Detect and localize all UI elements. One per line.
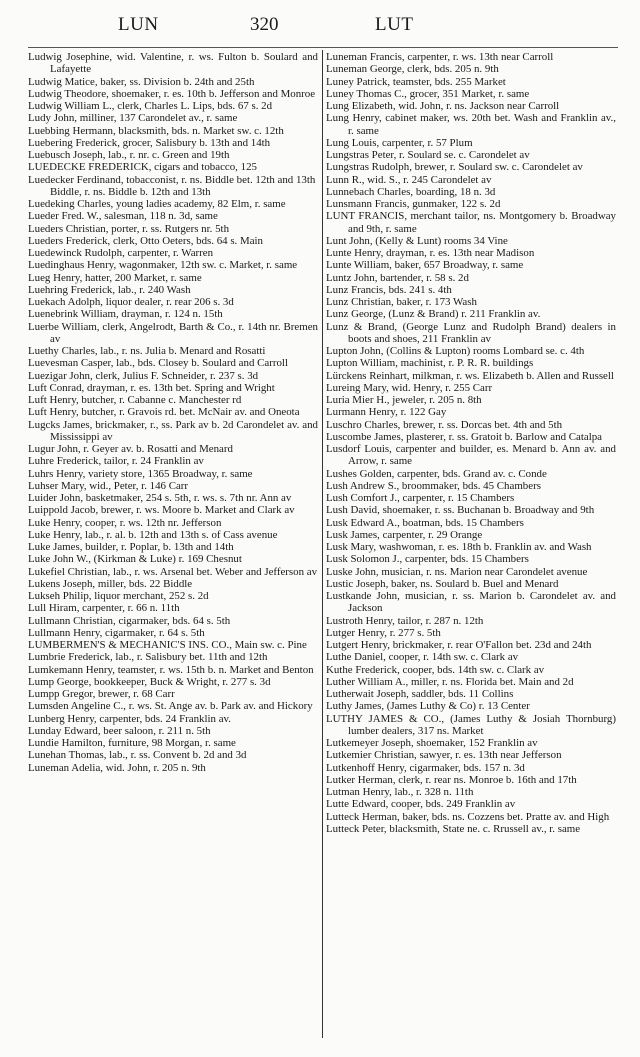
directory-entry: Luney Thomas C., grocer, 351 Market, r. same bbox=[326, 87, 530, 100]
directory-entry: Lusk Edward A., boatman, bds. 15 Chambers bbox=[326, 516, 524, 529]
directory-entry: Luekach Adolph, liquor dealer, r. rear 206 s. 3d bbox=[28, 296, 234, 308]
directory-entry: Luebering Frederick, grocer, Salisbury b. 13th and 14th bbox=[28, 136, 271, 149]
directory-entry: Luther William A., miller, r. ns. Florida bet. Main and 2d bbox=[326, 675, 574, 688]
directory-entry: Luft Henry, butcher, r. Cabanne c. Manchester rd bbox=[28, 394, 242, 406]
directory-entry: Lukseh Philip, liquor merchant, 252 s. 2d bbox=[28, 590, 209, 602]
directory-entry: Lung Henry, cabinet maker, ws. 20th bet. Wash and Franklin av., r. same bbox=[326, 112, 616, 137]
directory-entry: Lutkemier Christian, sawyer, r. es. 13th near Jefferson bbox=[326, 749, 562, 762]
directory-entry: Lurmann Henry, r. 122 Gay bbox=[326, 406, 447, 419]
directory-entry: Luke James, builder, r. Poplar, b. 13th and 14th bbox=[28, 541, 234, 553]
directory-entry: LUNT FRANCIS, merchant tailor, ns. Montgomery b. Broadway and 9th, r. same bbox=[326, 210, 616, 235]
directory-entry: Lutte Edward, cooper, bds. 249 Franklin av bbox=[326, 798, 516, 811]
directory-entry: Lupton John, (Collins & Lupton) rooms Lombard se. c. 4th bbox=[326, 345, 585, 357]
directory-entry: Ludwig Theodore, shoemaker, r. es. 10th b. Jefferson and Monroe bbox=[28, 87, 316, 100]
directory-entry: LUTHY JAMES & CO., (James Luthy & Josiah Thornburg) lumber dealers, 317 ns. Market bbox=[326, 712, 616, 737]
directory-entry: Lumbrie Frederick, lab., r. Salisbury bet. 11th and 12th bbox=[28, 651, 268, 664]
directory-entry: Lukefiel Christian, lab., r. ws. Arsenal bet. Weber and Jefferson av bbox=[28, 565, 318, 578]
column-divider bbox=[322, 50, 323, 1038]
directory-entry: Lusk Mary, washwoman, r. es. 18th b. Franklin av. and Wash bbox=[326, 541, 592, 553]
directory-entry: Ludwig William L., clerk, Charles L. Lips, bds. 67 s. 2d bbox=[28, 100, 273, 112]
directory-entry: Lung Louis, carpenter, r. 57 Plum bbox=[326, 136, 473, 149]
directory-entry: Lush Comfort J., carpenter, r. 15 Chambers bbox=[326, 492, 515, 504]
directory-entry: Luenebrink William, drayman, r. 124 n. 15th bbox=[28, 308, 223, 321]
directory-entry: Luschro Charles, brewer, r. ss. Dorcas bet. 4th and 5th bbox=[326, 418, 563, 431]
directory-entry: LUEDECKE FREDERICK, cigars and tobacco, 125 bbox=[28, 161, 257, 174]
directory-entry: Lutkenhoff Henry, cigarmaker, bds. 157 n. 3d bbox=[326, 761, 525, 774]
directory-entry: Lueg Henry, hatter, 200 Market, r. same bbox=[28, 271, 202, 284]
directory-entry: Lusdorf Louis, carpenter and builder, es. Menard b. Ann av. and Arrow, r. same bbox=[326, 443, 616, 468]
directory-entry: Luedinghaus Henry, wagonmaker, 12th sw. c. Market, r. same bbox=[28, 259, 298, 272]
directory-entry: Lutger Henry, r. 277 s. 5th bbox=[326, 626, 441, 639]
directory-entry: Lueder Fred. W., salesman, 118 n. 3d, same bbox=[28, 210, 218, 223]
directory-entry: Lunberg Henry, carpenter, bds. 24 Franklin av. bbox=[28, 712, 231, 725]
page-number: 320 bbox=[250, 14, 279, 35]
header-rule bbox=[28, 47, 618, 48]
directory-entry: Luke Henry, lab., r. al. b. 12th and 13th s. of Cass avenue bbox=[28, 528, 278, 541]
directory-entry: Lush Andrew S., broommaker, bds. 45 Chambers bbox=[326, 479, 541, 492]
directory-entry: Lunn R., wid. S., r. 245 Carondelet av bbox=[326, 173, 492, 186]
directory-entry: Lustroth Henry, tailor, r. 287 n. 12th bbox=[326, 614, 484, 627]
directory-entry: Luethy Charles, lab., r. ns. Julia b. Menard and Rosatti bbox=[28, 345, 266, 357]
directory-entry: Lunsmann Francis, gunmaker, 122 s. 2d bbox=[326, 198, 501, 210]
directory-entry: Lumpp Gregor, brewer, r. 68 Carr bbox=[28, 688, 175, 700]
directory-entry: Lutker Herman, clerk, r. rear ns. Monroe b. 16th and 17th bbox=[326, 773, 577, 786]
directory-entry: Luft Henry, butcher, r. Gravois rd. bet. McNair av. and Oneota bbox=[28, 406, 300, 419]
directory-entry: Lueders Christian, porter, r. ss. Rutgers nr. 5th bbox=[28, 222, 230, 235]
directory-entry: Lundie Hamilton, furniture, 98 Morgan, r. same bbox=[28, 737, 236, 749]
directory-entry: Luider John, basketmaker, 254 s. 5th, r. ws. s. 7th nr. Ann av bbox=[28, 492, 292, 504]
directory-entry: Luthe Daniel, cooper, r. 14th sw. c. Clark av bbox=[326, 651, 519, 664]
directory-entry: Luscombe James, plasterer, r. ss. Gratoit b. Barlow and Catalpa bbox=[326, 430, 602, 443]
directory-entry: Luevesman Casper, lab., bds. Closey b. Soulard and Carroll bbox=[28, 357, 288, 370]
directory-entry: Luneman Francis, carpenter, r. ws. 13th near Carroll bbox=[326, 51, 554, 63]
directory-entry: Lunday Edward, beer saloon, r. 211 n. 5th bbox=[28, 724, 211, 737]
directory-entry: Lukens Joseph, miller, bds. 22 Biddle bbox=[28, 577, 193, 590]
directory-entry: Luft Conrad, drayman, r. es. 13th bet. Spring and Wright bbox=[28, 381, 275, 394]
directory-entry: Lungstras Peter, r. Soulard se. c. Carondelet av bbox=[326, 149, 530, 161]
directory-entry: Lutkemeyer Joseph, shoemaker, 152 Franklin av bbox=[326, 737, 538, 749]
directory-entry: Luneman Adelia, wid. John, r. 205 n. 9th bbox=[28, 761, 206, 774]
directory-entry: Luezigar John, clerk, Julius F. Schneider, r. 237 s. 3d bbox=[28, 369, 259, 382]
directory-entry: Lutgert Henry, brickmaker, r. rear O'Fallon bet. 23d and 24th bbox=[326, 639, 592, 651]
right-column bbox=[326, 51, 616, 835]
directory-entry: Lunz Christian, baker, r. 173 Wash bbox=[326, 296, 477, 308]
directory-entry: Lugur John, r. Geyer av. b. Rosatti and Menard bbox=[28, 443, 233, 455]
directory-entry: Luney Patrick, teamster, bds. 255 Market bbox=[326, 75, 506, 88]
directory-entry: Lumkemann Henry, teamster, r. ws. 15th b. n. Market and Benton bbox=[28, 663, 314, 676]
directory-entry: Lugcks James, brickmaker, r., ss. Park av b. 2d Carondelet av. and Mississippi av bbox=[28, 418, 318, 443]
directory-entry: Lushes Golden, carpenter, bds. Grand av. c. Conde bbox=[326, 467, 547, 480]
directory-entry: Luhre Frederick, tailor, r. 24 Franklin av bbox=[28, 455, 204, 468]
directory-entry: Luedewinck Rudolph, carpenter, r. Warren bbox=[28, 247, 214, 259]
directory-entry: Luhrs Henry, variety store, 1365 Broadway, r. same bbox=[28, 467, 253, 480]
directory-entry: Luntz John, bartender, r. 58 s. 2d bbox=[326, 271, 469, 284]
directory-entry: Luerbe William, clerk, Angelrodt, Barth & Co., r. 14th nr. Bremen av bbox=[28, 320, 318, 345]
directory-entry: Lutherwait Joseph, saddler, bds. 11 Collins bbox=[326, 688, 514, 700]
directory-entry: Lunz George, (Lunz & Brand) r. 211 Franklin av. bbox=[326, 308, 541, 321]
directory-entry: Kuthe Frederick, cooper, bds. 14th sw. c. Clark av bbox=[326, 663, 545, 676]
directory-entry: Lull Hiram, carpenter, r. 66 n. 11th bbox=[28, 602, 180, 615]
directory-entry: Lupton William, machinist, r. P. R. R. buildings bbox=[326, 357, 534, 370]
directory-entry: Lutteck Herman, baker, bds. ns. Cozzens bet. Pratte av. and High bbox=[326, 810, 610, 823]
directory-entry: Ludwig Matice, baker, ss. Division b. 24th and 25th bbox=[28, 75, 255, 88]
directory-entry: Lunt John, (Kelly & Lunt) rooms 34 Vine bbox=[326, 234, 508, 247]
directory-entry: Lunz Francis, bds. 241 s. 4th bbox=[326, 283, 452, 296]
directory-entry: Lueders Frederick, clerk, Otto Oeters, bds. 64 s. Main bbox=[28, 234, 263, 247]
directory-entry: Biddle, r. ns. Biddle b. 12th and 13th bbox=[50, 185, 211, 198]
directory-entry: Luneman George, clerk, bds. 205 n. 9th bbox=[326, 63, 499, 76]
directory-entry: Luria Mier H., jeweler, r. 205 n. 8th bbox=[326, 394, 482, 406]
directory-entry: Lunte Henry, drayman, r. es. 13th near Madison bbox=[326, 247, 535, 259]
directory-entry: Luke John W., (Kirkman & Luke) r. 169 Chesnut bbox=[28, 553, 242, 566]
directory-entry: Lutman Henry, lab., r. 328 n. 11th bbox=[326, 786, 474, 798]
directory-entry: Ludy John, milliner, 137 Carondelet av., r. same bbox=[28, 112, 238, 125]
directory-entry: Lusk Solomon J., carpenter, bds. 15 Chambers bbox=[326, 553, 529, 566]
directory-entry: Luke Henry, cooper, r. ws. 12th nr. Jefferson bbox=[28, 516, 222, 529]
directory-entry: Ludwig Josephine, wid. Valentine, r. ws. Fulton b. Soulard and Lafayette bbox=[28, 51, 318, 76]
directory-entry: Lullmann Henry, cigarmaker, r. 64 s. 5th bbox=[28, 626, 205, 639]
directory-entry: Luthy James, (James Luthy & Co) r. 13 Center bbox=[326, 700, 530, 713]
directory-entry: LUMBERMEN'S & MECHANIC'S INS. CO., Main sw. c. Pine bbox=[28, 639, 307, 651]
left-column bbox=[28, 51, 318, 774]
directory-entry: Lunnebach Charles, boarding, 18 n. 3d bbox=[326, 185, 496, 198]
directory-entry: Luhser Mary, wid., Peter, r. 146 Carr bbox=[28, 479, 189, 492]
directory-entry: Lürckens Reinhart, milkman, r. ws. Elizabeth b. Allen and Russell bbox=[326, 369, 614, 382]
directory-entry: Lumsden Angeline C., r. ws. St. Ange av. b. Park av. and Hickory bbox=[28, 700, 313, 713]
directory-entry: Lustkande John, musician, r. ss. Marion b. Carondelet av. and Jackson bbox=[326, 590, 616, 615]
directory-entry: Lutteck Peter, blacksmith, State ne. c. Rrussell av., r. same bbox=[326, 822, 581, 835]
directory-entry: Luebusch Joseph, lab., r. nr. c. Green and 19th bbox=[28, 149, 230, 161]
directory-entry: Lungstras Rudolph, brewer, r. Soulard sw. c. Carondelet av bbox=[326, 161, 583, 174]
directory-entry: Lureing Mary, wid. Henry, r. 255 Carr bbox=[326, 381, 493, 394]
directory-entry: Luippold Jacob, brewer, r. ws. Moore b. Market and Clark av bbox=[28, 504, 295, 517]
directory-entry: Luske John, musician, r. ns. Marion near Carondelet avenue bbox=[326, 565, 588, 578]
directory-entry: Lunte William, baker, 657 Broadway, r. same bbox=[326, 259, 524, 272]
directory-entry: Luedecker Ferdinand, tobacconist, r. ns. Biddle bet. 12th and 13th bbox=[28, 173, 316, 186]
directory-entry: Lustic Joseph, baker, ns. Soulard b. Buel and Menard bbox=[326, 577, 559, 590]
directory-entry: Lusk James, carpenter, r. 29 Orange bbox=[326, 528, 483, 541]
directory-entry: Lump George, bookkeeper, Buck & Wright, r. 277 s. 3d bbox=[28, 675, 271, 688]
guide-word-left: LUN bbox=[118, 14, 159, 35]
directory-entry: Luebbing Hermann, blacksmith, bds. n. Market sw. c. 12th bbox=[28, 124, 284, 137]
running-header bbox=[0, 14, 640, 44]
directory-entry: Lunz & Brand, (George Lunz and Rudolph Brand) dealers in boots and shoes, 211 Franklin av bbox=[326, 320, 616, 345]
directory-entry: Lullmann Christian, cigarmaker, bds. 64 s. 5th bbox=[28, 614, 231, 627]
directory-entry: Luehring Frederick, lab., r. 240 Wash bbox=[28, 283, 191, 296]
directory-entry: Luedeking Charles, young ladies academy, 82 Elm, r. same bbox=[28, 198, 286, 210]
guide-word-right: LUT bbox=[375, 14, 414, 35]
directory-entry: Lung Elizabeth, wid. John, r. ns. Jackson near Carroll bbox=[326, 100, 560, 112]
directory-entry: Lunehan Thomas, lab., r. ss. Convent b. 2d and 3d bbox=[28, 749, 247, 762]
directory-entry: Lush David, shoemaker, r. ss. Buchanan b. Broadway and 9th bbox=[326, 504, 595, 517]
